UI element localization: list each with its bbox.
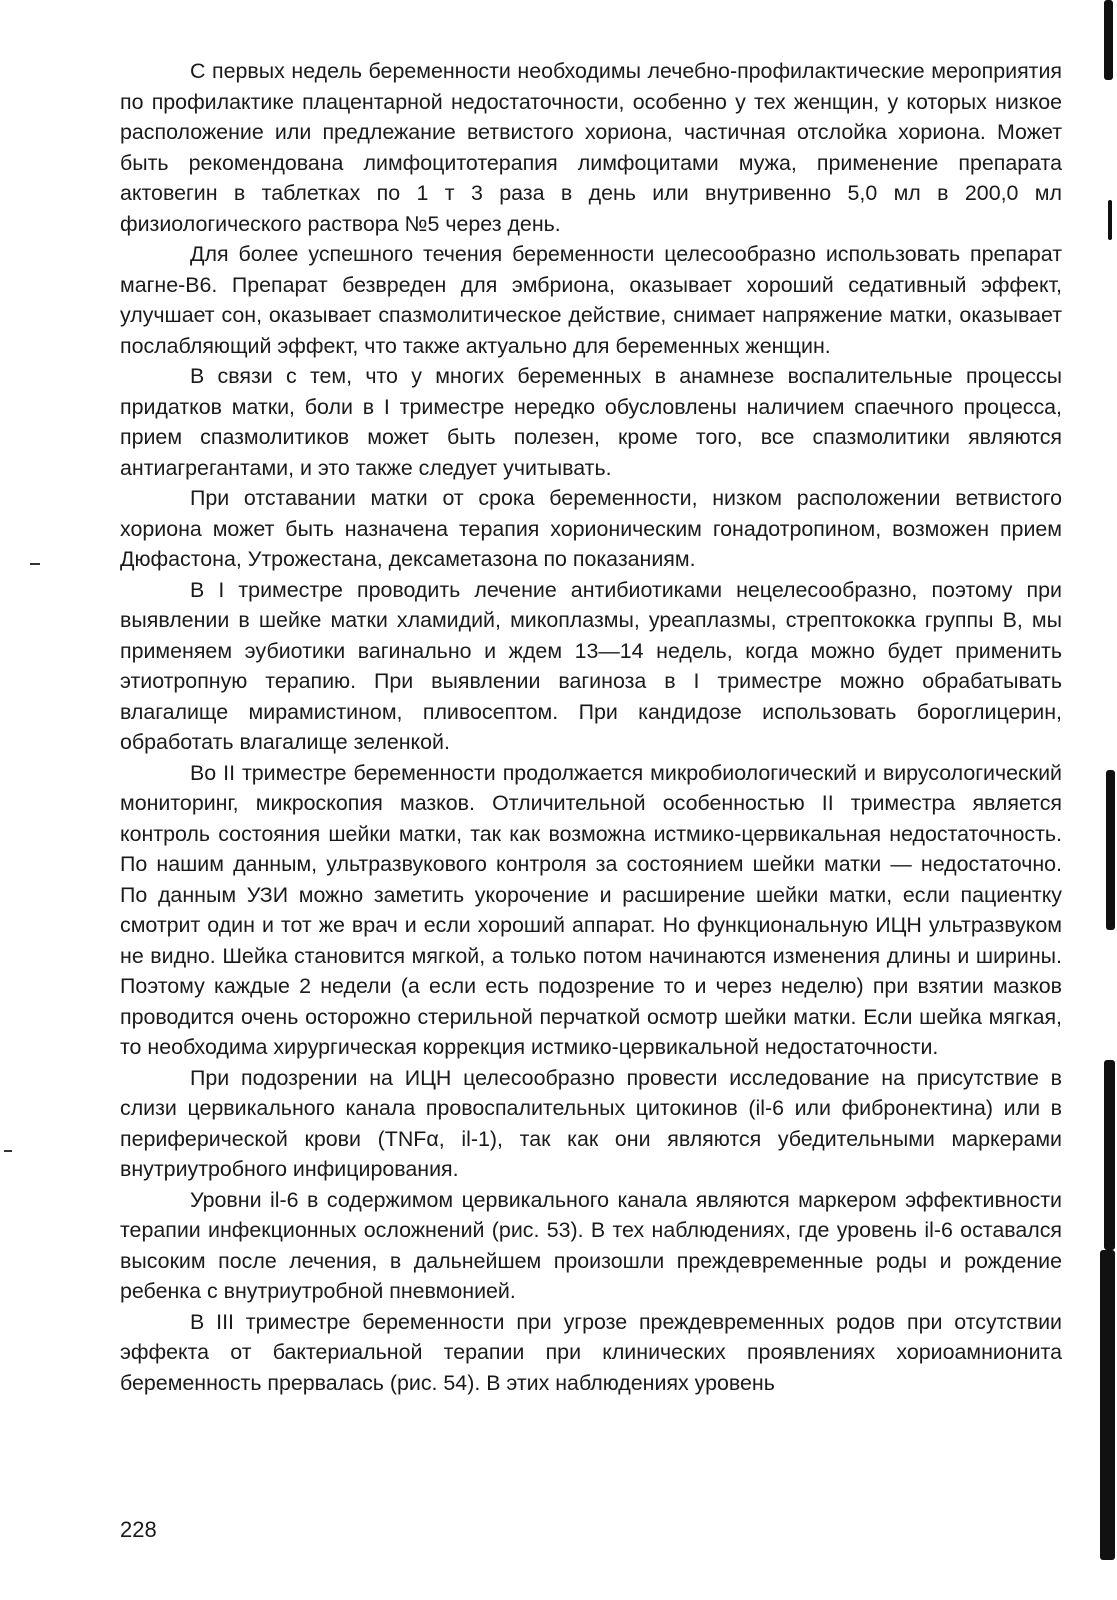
paragraph-2: Для более успешного течения беременности целесообразно использовать препарат магне-В6. Препарат безвреден для эмбриона, оказывает хороший седативный эффект, улучшает сон, оказывает спазмолитическое действие, снимает напряжение матки, оказывает послабляющий эффект, что также актуально для беременных женщин. [120,242,1062,358]
paragraph-9: В III триместре беременности при угрозе преждевременных родов при отсутствии эффекта от бактериальной терапии при клинических проявлениях хориоамнионита беременность прервалась (рис. 54). В этих наблюдениях уровень [120,1309,1062,1395]
scan-edge-mark-5 [1100,1250,1115,1560]
scan-speck-1 [30,563,40,565]
page-body [120,56,1062,1398]
paragraph-7: При подозрении на ИЦН целесообразно провести исследование на присутствие в слизи цервикального канала провоспалительных цитокинов (il-6 или фибронектина) или в периферической крови (TNFα, il-1), так как они являются убедительными маркерами внутриутробного инфицирования. [120,1065,1062,1181]
paragraph-4: При отставании матки от срока беременности, низком расположении ветвистого хориона может быть назначена терапия хорионическим гонадотропином, возможен прием Дюфастона, Утрожестана, дексаметазона по показаниям. [120,486,1062,571]
scan-edge-mark-1 [1104,0,1113,80]
scan-edge-mark-4 [1104,1060,1115,1250]
paragraph-3: В связи с тем, что у многих беременных в анамнезе воспалительные процессы придатков матки, боли в I триместре нередко обусловлены наличием спаечного процесса, прием спазмолитиков может быть полезен, кроме того, все спазмолитики являются антиагрегантами, и это также следует учитывать. [120,364,1062,480]
scan-edge-mark-3 [1106,770,1115,930]
scan-speck-2 [4,1150,12,1152]
paragraph-1: С первых недель беременности необходимы лечебно-профилактические мероприятия по профилактике плацентарной недостаточности, особенно у тех женщин, у которых низкое расположение или предлежание ветвистого хориона, частичная отслойка хориона. Может быть рекомендована лимфоцитотерапия лимфоцитами мужа, применение препарата актовегин в таблетках по 1 т 3 раза в день или внутривенно 5,0 мл в 200,0 мл физиологического раствора №5 через день. [120,59,1062,236]
paragraph-6: Во II триместре беременности продолжается микробиологический и вирусологический мониторинг, микроскопия мазков. Отличительной особенностью II триместра является контроль состояния шейки матки, так как возможна истмико-цервикальная недостаточность. По нашим данным, ультразвукового контроля за состоянием шейки матки — недостаточно. По данным УЗИ можно заметить укорочение и расширение шейки матки, если пациентку смотрит один и тот же врач и если хороший аппарат. Но функциональную ИЦН ультразвуком не видно. Шейка становится мягкой, а только потом начинаются изменения длины и ширины. Поэтому каждые 2 недели (а если есть подозрение то и через неделю) при взятии мазков проводится очень осторожно стерильной перчаткой осмотр шейки матки. Если шейка мягкая, то необходима хирургическая коррекция истмико-цервикальной недостаточности. [120,760,1062,1059]
paragraph-5: В I триместре проводить лечение антибиотиками нецелесообразно, поэтому при выявлении в шейке матки хламидий, микоплазмы, уреаплазмы, стрептококка группы В, мы применяем эубиотики вагинально и ждем 13—14 недель, когда можно будет применить этиотропную терапию. При выявлении вагиноза в I триместре можно обрабатывать влагалище мирамистином, пливосептом. При кандидозе использовать бороглицерин, обработать влагалище зеленкой. [120,577,1062,754]
paragraph-8: Уровни il-6 в содержимом цервикального канала являются маркером эффективности терапии инфекционных осложнений (рис. 53). В тех наблюдениях, где уровень il-6 оставался высоким после лечения, в дальнейшем произошли преждевременные роды и рождение ребенка с внутриутробной пневмонией. [120,1187,1062,1303]
page-number: 228 [120,1517,157,1542]
scan-edge-mark-2 [1108,200,1112,240]
